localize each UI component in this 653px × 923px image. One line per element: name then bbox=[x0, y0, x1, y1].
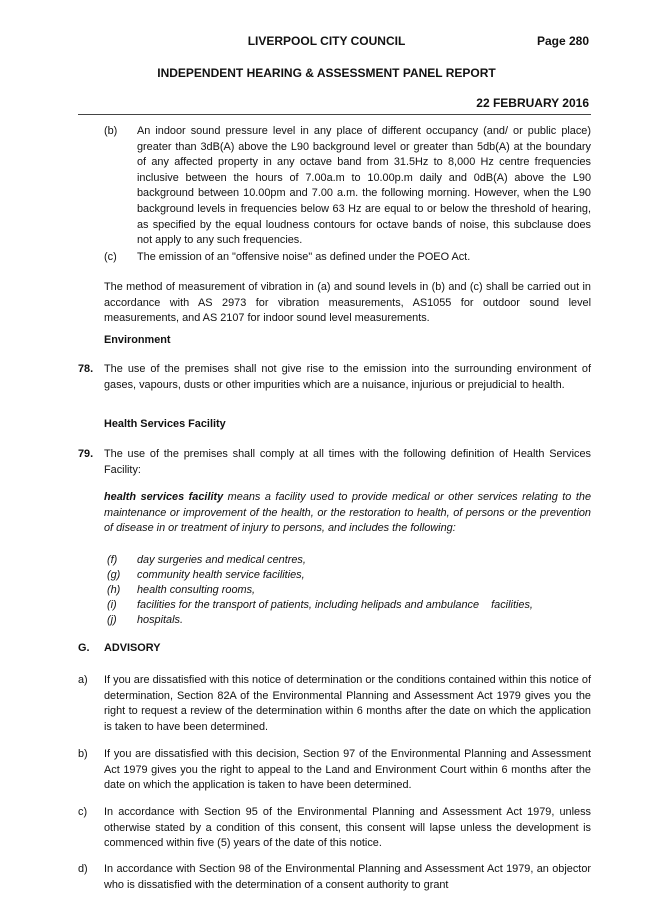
advisory-item-text: If you are dissatisfied with this notice of determination or the conditions contained within this notice of determination, Section 82A of the Environmental Planning and Assessment Act 1979 gives you the right to request a review of the determination within 6 months after the date on which the application is taken to have been determined. bbox=[104, 674, 591, 733]
page-header bbox=[0, 34, 653, 50]
council-name: LIVERPOOL CITY COUNCIL bbox=[247, 34, 406, 48]
def-item-label: (g) bbox=[107, 569, 121, 581]
advisory-heading: ADVISORY bbox=[104, 642, 161, 654]
definition-text: means a facility used to provide medical or other services relating to the maintenance or improvement of the health, or the restoration to health, of persons or the prevention of disease in or treatment of injury to persons, and includes the following: bbox=[104, 491, 592, 535]
def-item-label: (h) bbox=[107, 584, 121, 596]
definition-paragraph bbox=[104, 490, 591, 537]
health-heading: Health Services Facility bbox=[104, 418, 226, 430]
advisory-item-text: In accordance with Section 95 of the Environmental Planning and Assessment Act 1979, unless otherwise stated by a condition of this consent, this consent will lapse unless the development is commenced within five (5) years of the date of this notice. bbox=[104, 806, 591, 850]
advisory-item-label: b) bbox=[78, 748, 88, 760]
subitem-label-c: (c) bbox=[104, 251, 117, 263]
subitem-label-b: (b) bbox=[104, 125, 118, 137]
section-letter: G. bbox=[78, 642, 90, 654]
environment-heading: Environment bbox=[104, 334, 171, 346]
advisory-item-text: In accordance with Section 98 of the Environmental Planning and Assessment Act 1979, an objector who is dissatisfied with the determination of a consent authority to grant bbox=[104, 863, 591, 891]
report-date: 22 FEBRUARY 2016 bbox=[476, 96, 589, 110]
subitem-text-c: The emission of an "offensive noise" as defined under the POEO Act. bbox=[137, 251, 471, 263]
def-item-label: (f) bbox=[107, 554, 118, 566]
measurement-paragraph: The method of measurement of vibration in (a) and sound levels in (b) and (c) shall be carried out in accordance with AS 2973 for vibration measurements, AS1055 for outdoor sound level measurements, and AS 2107 for indoor sound level measurements. bbox=[104, 281, 591, 325]
header-rule bbox=[78, 114, 591, 115]
def-item-label: (j) bbox=[107, 614, 117, 626]
condition-78-number: 78. bbox=[78, 363, 94, 375]
condition-79-number: 79. bbox=[78, 448, 94, 460]
advisory-item-label: c) bbox=[78, 806, 88, 818]
def-item-text: hospitals. bbox=[137, 614, 184, 626]
condition-79-text: The use of the premises shall comply at all times with the following definition of Health Services Facility: bbox=[104, 448, 591, 476]
def-item-text: community health service facilities, bbox=[137, 569, 305, 581]
def-item-text: health consulting rooms, bbox=[137, 584, 256, 596]
def-item-label: (i) bbox=[107, 599, 117, 611]
def-item-text: day surgeries and medical centres, bbox=[137, 554, 306, 566]
page-number: Page 280 bbox=[536, 34, 589, 48]
definition-term: health services facility bbox=[104, 491, 224, 503]
advisory-item-text: If you are dissatisfied with this decision, Section 97 of the Environmental Planning and Assessment Act 1979 gives you the right to appeal to the Land and Environment Court within 6 months after the date on which the application is taken to have been determined. bbox=[104, 748, 591, 792]
advisory-item-label: d) bbox=[78, 863, 88, 875]
advisory-item-label: a) bbox=[78, 674, 88, 686]
def-item-text: facilities for the transport of patients, including helipads and ambulance facilities, bbox=[137, 599, 533, 611]
subitem-text-b: An indoor sound pressure level in any place of different occupancy (and/ or public place) greater than 3dB(A) above the L90 background level or greater than 5db(A) at the boundary of any affected property in any octave band from 31.5Hz to 8,000 Hz centre frequencies inclusive between the hours of 7.00a.m to 10.00p.m daily and 0dB(A) above the L90 background between 10.00pm and 7.00 a.m. the following morning. However, when the L90 background levels in frequencies below 63 Hz are equal to or below the threshold of hearing, as specified by the equal loudness contours for octave bands of noise, this subclause does not apply to any such frequencies. bbox=[137, 125, 591, 247]
condition-78-text: The use of the premises shall not give rise to the emission into the surrounding environment of gases, vapours, dusts or other impurities which are a nuisance, injurious or prejudicial to health. bbox=[104, 363, 591, 391]
report-title: INDEPENDENT HEARING & ASSESSMENT PANEL REPORT bbox=[157, 66, 496, 80]
